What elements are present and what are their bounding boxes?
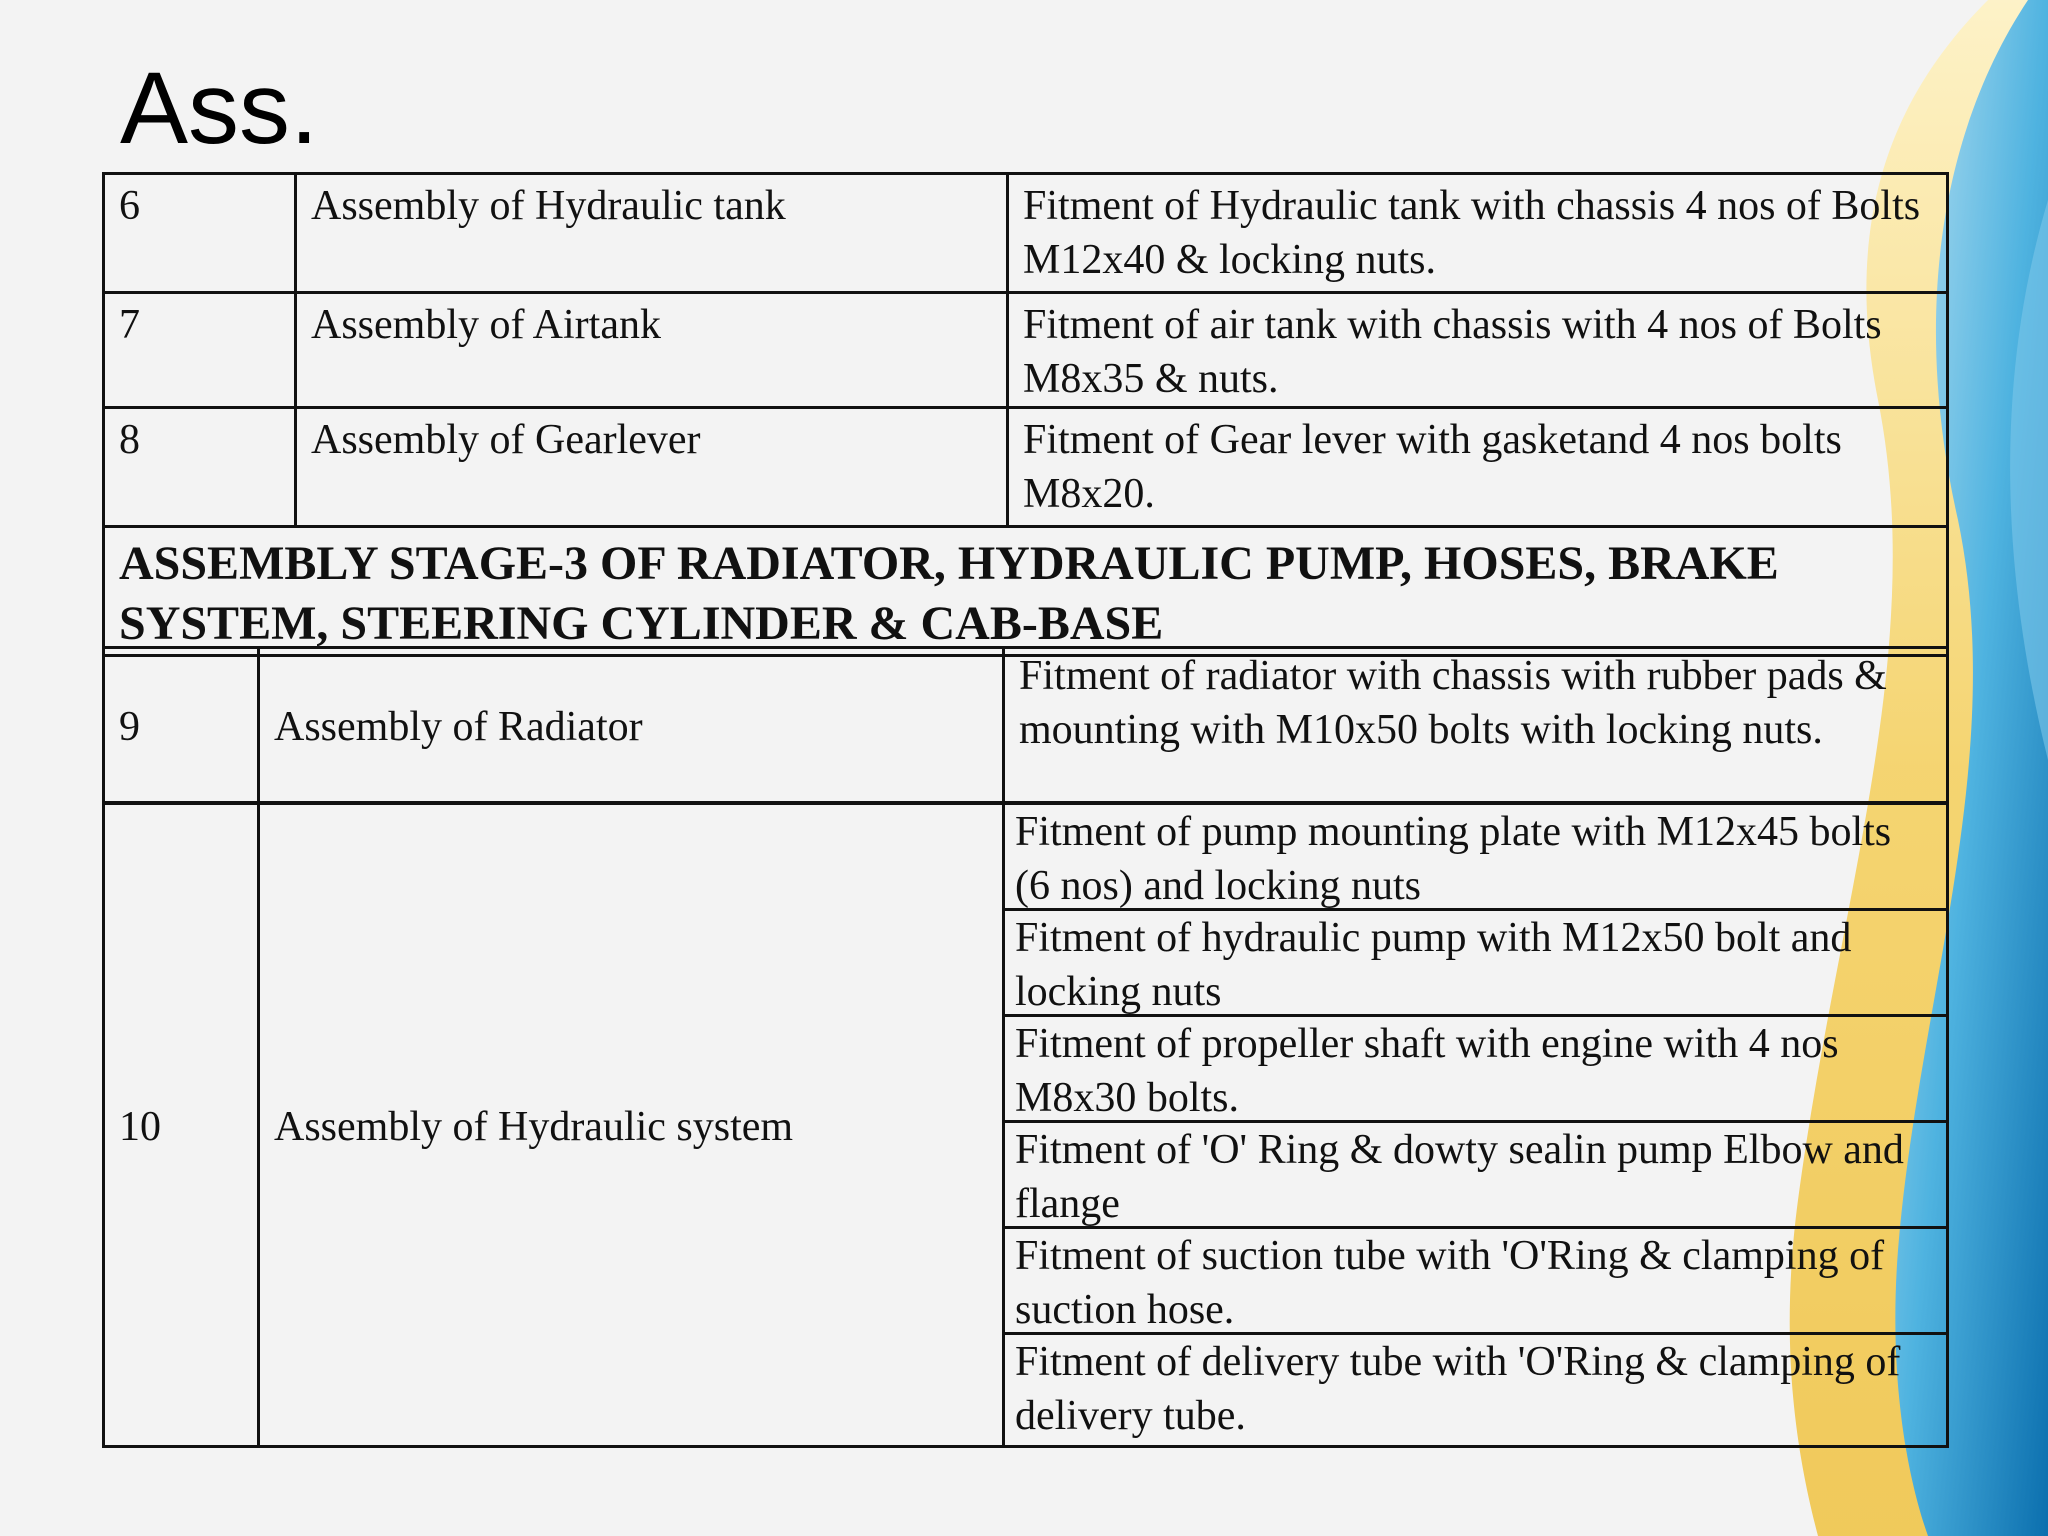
row-number: 10 [104,804,259,1447]
assembly-item: Assembly of Radiator [259,648,1004,803]
assembly-item: Assembly of Airtank [296,293,1008,408]
row-number: 7 [104,293,296,408]
assembly-item: Assembly of Gearlever [296,408,1008,527]
section-header: ASSEMBLY STAGE-3 OF RADIATOR, HYDRAULIC PUMP, HOSES, BRAKE SYSTEM, STEERING CYLINDER & CAB-BASE [104,527,1948,656]
assembly-description: Fitment of radiator with chassis with rubber pads & mounting with M10x50 bolts with locking nuts. [1004,648,1948,803]
table-row [104,293,1948,408]
table-row [104,174,1948,293]
section-header-row [104,527,1948,656]
assembly-step: Fitment of suction tube with 'O'Ring & clamping of suction hose. [1005,1229,1946,1335]
assembly-table-upper [102,172,1949,657]
assembly-table-hydraulic [102,802,1949,1448]
row-number: 8 [104,408,296,527]
assembly-description: Fitment of Gear lever with gasketand 4 nos bolts M8x20. [1008,408,1948,527]
assembly-step: Fitment of hydraulic pump with M12x50 bolt and locking nuts [1005,911,1946,1017]
slide-title: Ass. [120,51,319,165]
table-row [104,804,1948,1447]
assembly-step: Fitment of 'O' Ring & dowty sealin pump Elbow and flange [1005,1123,1946,1229]
assembly-step: Fitment of pump mounting plate with M12x45 bolts (6 nos) and locking nuts [1005,805,1946,911]
assembly-item: Assembly of Hydraulic tank [296,174,1008,293]
assembly-table-radiator [102,646,1949,804]
row-number: 9 [104,648,259,803]
table-row [104,408,1948,527]
assembly-step: Fitment of propeller shaft with engine with 4 nos M8x30 bolts. [1005,1017,1946,1123]
assembly-description: Fitment of Hydraulic tank with chassis 4 nos of Bolts M12x40 & locking nuts. [1008,174,1948,293]
assembly-item: Assembly of Hydraulic system [259,804,1004,1447]
table-row [104,648,1948,803]
assembly-description: Fitment of air tank with chassis with 4 nos of Bolts M8x35 & nuts. [1008,293,1948,408]
assembly-step: Fitment of delivery tube with 'O'Ring & clamping of delivery tube. [1015,1339,1901,1439]
row-number: 6 [104,174,296,293]
assembly-steps [1004,804,1948,1447]
